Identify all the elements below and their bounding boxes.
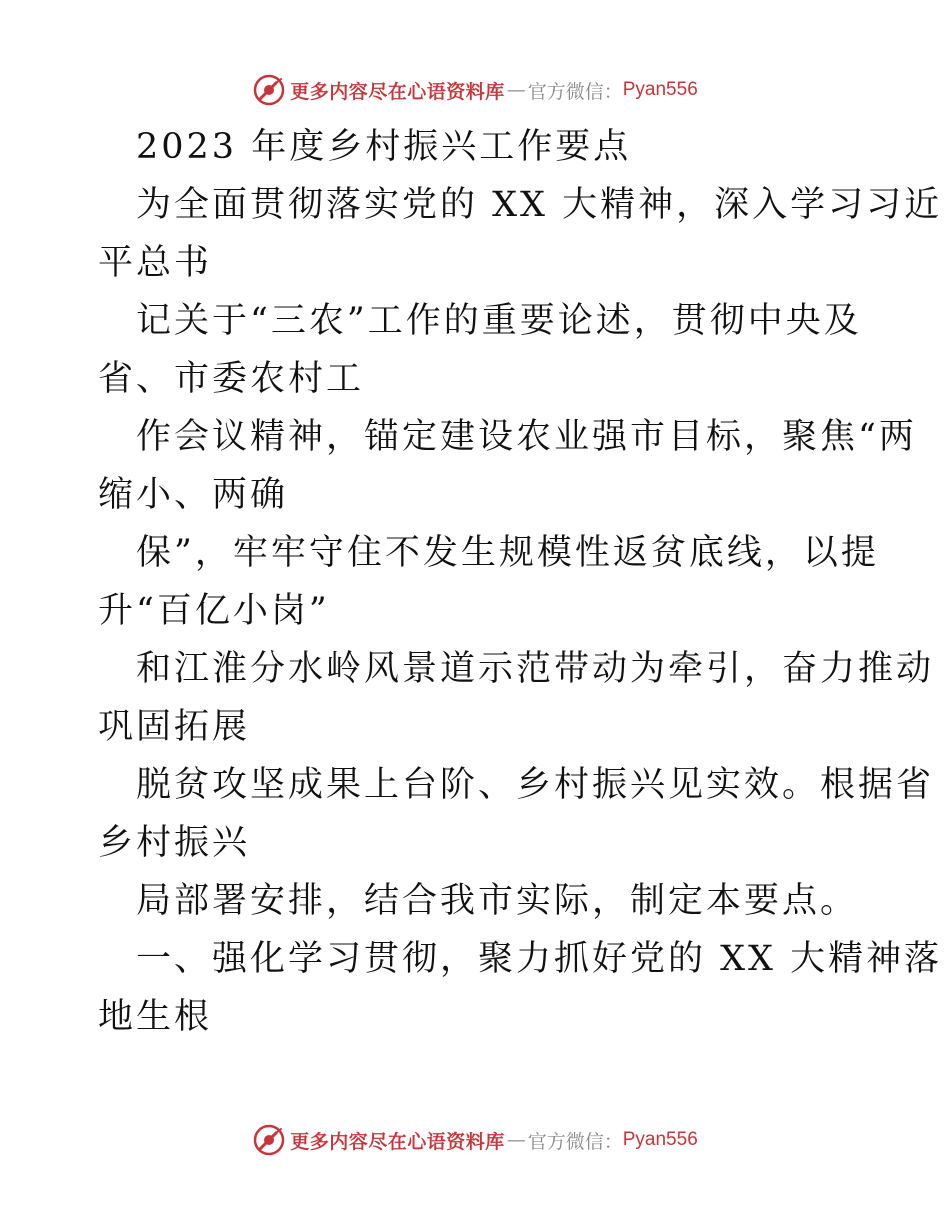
watermark-id: Pyan556 <box>622 1129 698 1150</box>
text-line: 巩固拓展 <box>98 707 251 747</box>
text-line: 脱贫攻坚成果上台阶、乡村振兴见实效。根据省 <box>136 765 935 805</box>
text-line: 地生根 <box>98 997 213 1037</box>
pen-logo-icon <box>252 73 286 107</box>
watermark-label: 官方微信： <box>527 80 623 103</box>
watermark-label: 官方微信： <box>527 1130 623 1153</box>
text-line: 局部署安排，结合我市实际，制定本要点。 <box>136 881 859 921</box>
text-line: 保”，牢牢守住不发生规模性返贫底线，以提 <box>136 533 879 573</box>
footer-watermark <box>0 1120 950 1160</box>
text-line: 省、市委农村工 <box>98 359 365 399</box>
text-line: 升“百亿小岗” <box>98 591 330 631</box>
text-line: 乡村振兴 <box>98 823 251 863</box>
header-watermark <box>0 70 950 110</box>
text-line: 缩小、两确 <box>98 475 289 515</box>
watermark-dash: — <box>506 79 526 101</box>
document-body <box>98 118 943 1046</box>
watermark-id: Pyan556 <box>622 79 698 100</box>
pen-logo-icon <box>252 1123 286 1157</box>
text-line: 为全面贯彻落实党的 XX 大精神，深入学习习近 <box>136 185 943 225</box>
text-line: 平总书 <box>98 243 213 283</box>
text-line: 和江淮分水岭风景道示范带动为牵引，奋力推动 <box>136 649 935 689</box>
watermark-text: 更多内容尽在心语资料库 <box>290 1130 505 1153</box>
text-line: 一、强化学习贯彻，聚力抓好党的 XX 大精神落 <box>136 939 943 979</box>
watermark-text: 更多内容尽在心语资料库 <box>290 80 505 103</box>
document-title: 2023 年度乡村振兴工作要点 <box>136 127 632 167</box>
watermark-dash: — <box>506 1129 526 1151</box>
text-line: 记关于“三农”工作的重要论述，贯彻中央及 <box>136 301 862 341</box>
text-line: 作会议精神，锚定建设农业强市目标，聚焦“两 <box>136 417 917 457</box>
